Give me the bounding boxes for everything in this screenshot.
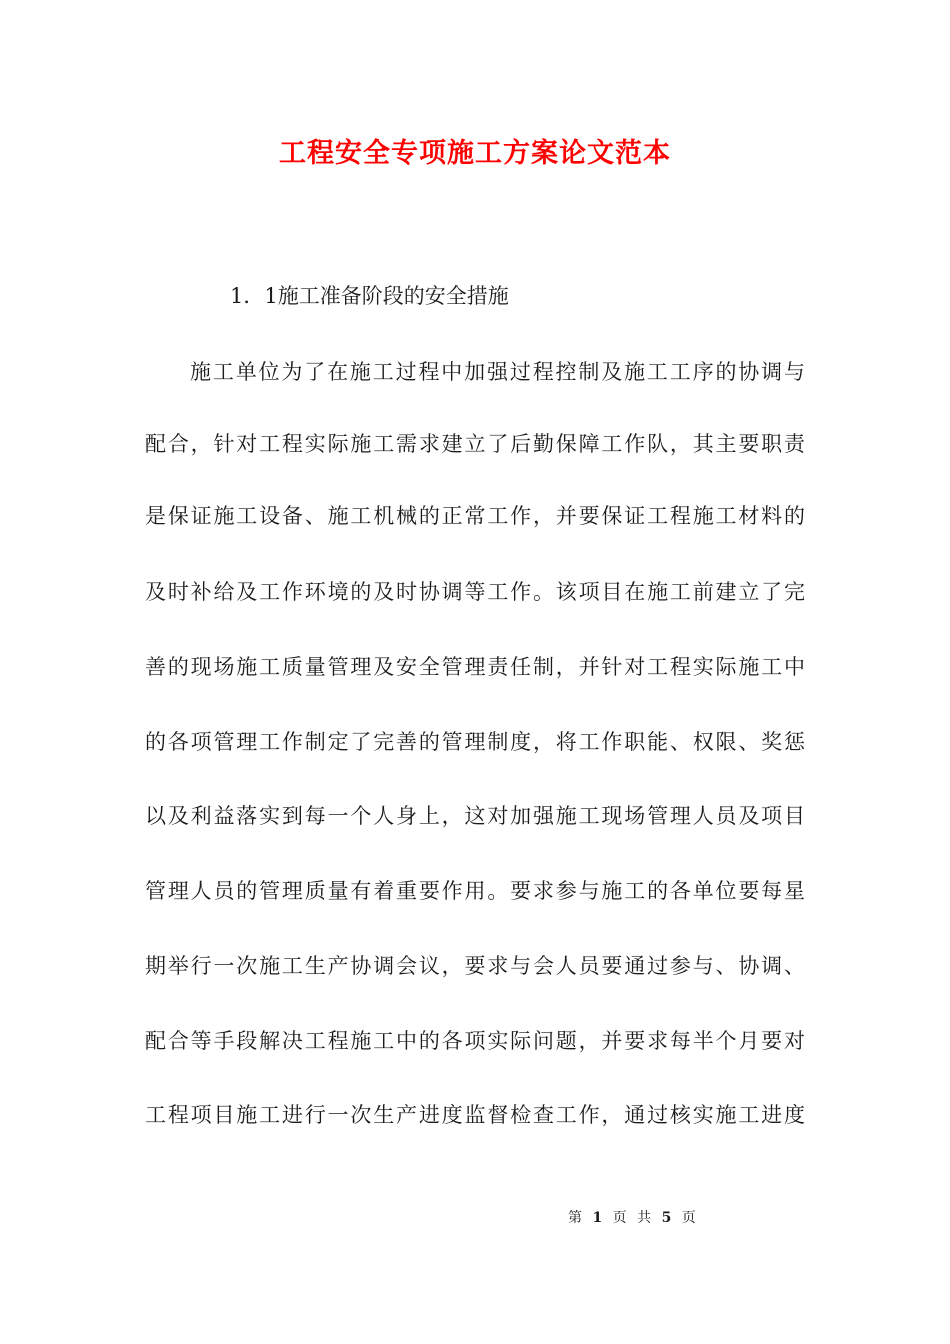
paragraph-line: 以及利益落实到每一个人身上，这对加强施工现场管理人员及项目 — [145, 804, 805, 828]
footer-page-label: 页 — [612, 1210, 627, 1226]
paragraph-line: 是保证施工设备、施工机械的正常工作，并要保证工程施工材料的 — [145, 504, 805, 528]
paragraph-line: 配合等手段解决工程施工中的各项实际问题，并要求每半个月要对 — [145, 1029, 805, 1053]
paragraph-line: 的各项管理工作制定了完善的管理制度，将工作职能、权限、奖惩 — [145, 730, 805, 754]
footer-prefix: 第 — [568, 1210, 582, 1226]
paragraph-line: 配合，针对工程实际施工需求建立了后勤保障工作队，其主要职责 — [145, 432, 805, 456]
paragraph-line: 工程项目施工进行一次生产进度监督检查工作，通过核实施工进度 — [145, 1103, 805, 1127]
document-title: 工程安全专项施工方案论文范本 — [279, 138, 671, 169]
section-heading: 1．1施工准备阶段的安全措施 — [230, 284, 509, 308]
paragraph-line: 管理人员的管理质量有着重要作用。要求参与施工的各单位要每星 — [145, 879, 805, 903]
page-footer — [565, 1206, 699, 1230]
paragraph-line: 善的现场施工质量管理及安全管理责任制，并针对工程实际施工中 — [145, 655, 805, 679]
current-page-number: 1 — [592, 1210, 603, 1226]
total-pages-number: 5 — [661, 1210, 672, 1226]
paragraph-line: 及时补给及工作环境的及时协调等工作。该项目在施工前建立了完 — [145, 580, 805, 604]
paragraph-line: 施工单位为了在施工过程中加强过程控制及施工工序的协调与 — [190, 360, 805, 384]
footer-suffix: 页 — [681, 1210, 696, 1226]
footer-total-prefix: 共 — [637, 1210, 652, 1226]
paragraph-line: 期举行一次施工生产协调会议，要求与会人员要通过参与、协调、 — [145, 954, 805, 978]
